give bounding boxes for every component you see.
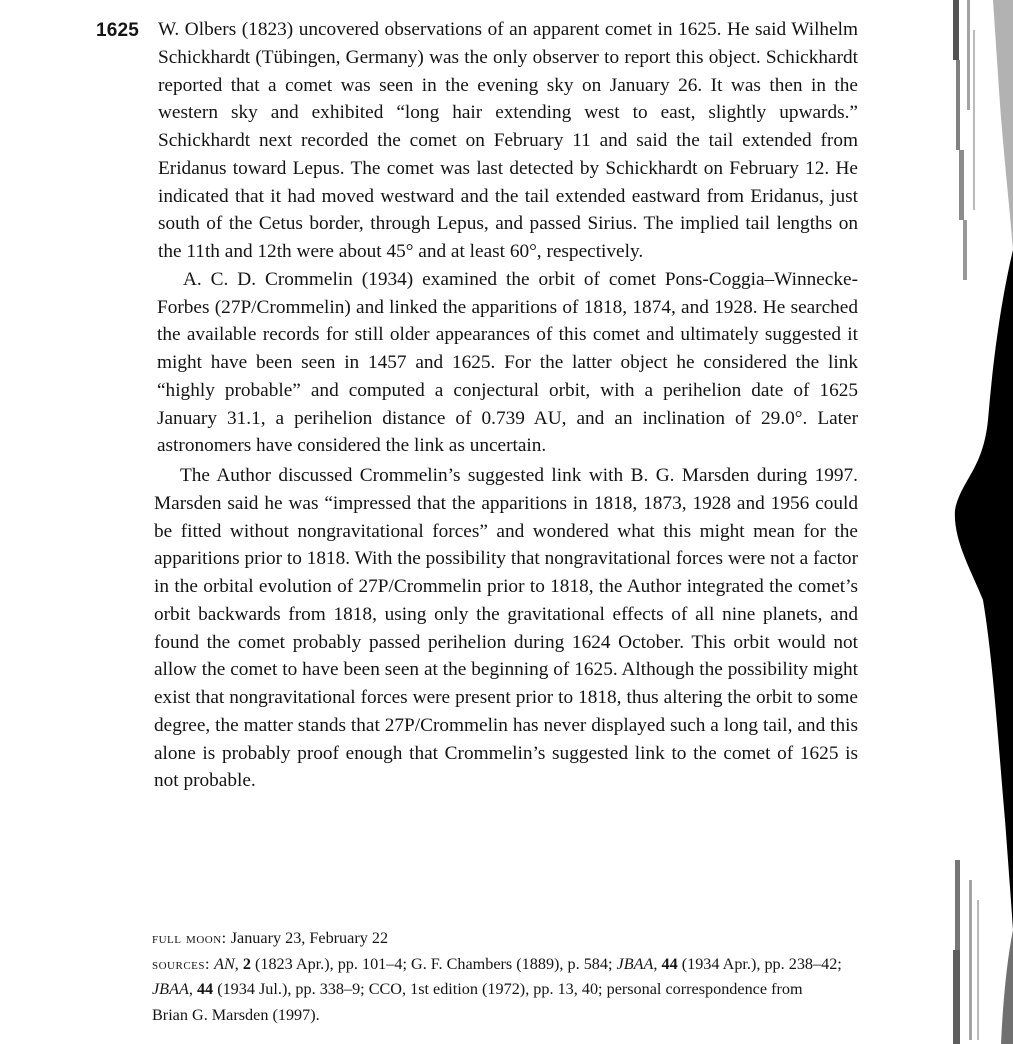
sources-line: sources: AN, 2 (1823 Apr.), pp. 101–4; G. F. Chambers (1889), p. 584; JBAA, 44 (1934 Apr.), pp. 238–42; JBAA, 44 (1934 Jul.), pp. 338–9; CCO, 1st edition (1972), pp. 13, 40; personal correspondence from Brian G. Marsden (1997). [152,954,842,1024]
source-jbaa-2: JBAA [152,980,189,998]
source-part-4: personal correspondence from Brian G. Marsden (1997). [152,980,803,1024]
full-moon-line [152,926,842,952]
source-an: AN [214,954,235,973]
full-moon-dates: January 23, February 22 [230,929,389,947]
full-moon-label: full moon: [152,929,227,947]
source-an-volume: 2 [242,954,251,973]
entry-notes [152,926,842,1028]
paragraph-author: The Author discussed Crommelin’s suggested link with B. G. Marsden during 1997. Marsden said he was “impressed that the apparitions in 1818, 1873, 1928 and 1956 could be fitted without nongravitational forces” and wondered what this might mean for the apparitions prior to 1818. With the possibility that nongravitational forces were not a factor in the orbital evolution of 27P/Crommelin prior to 1818, the Author integrated the comet’s orbit backwards from 1818, using only the gravitational effects of all nine planets, and found the comet probably passed perihelion during 1624 October. This orbit would not allow the comet to have been seen at the beginning of 1625. Although the possibility might exist that nongravitational forces were present prior to 1818, thus altering the orbit to some degree, the matter stands that 27P/Crommelin has never displayed such a long tail, and this alone is probably proof enough that Crommelin’s suggested link to the comet of 1625 is not probable. [154,465,858,792]
source-jbaa-volume-2: 44 [196,980,214,998]
source-jbaa-1: JBAA [616,954,654,973]
entry-year: 1625 [96,20,140,41]
sources-label: sources: [152,954,211,973]
entry-body [154,16,858,795]
paragraph-crommelin: A. C. D. Crommelin (1934) examined the orbit of comet Pons-Coggia–Winnecke-Forbes (27P/Crommelin) and linked the apparitions of 1818, 1874, and 1928. He searched the available records for still older appearances of this comet and ultimately suggested it might have been seen in 1457 and 1625. For the latter object he considered the link “highly probable” and computed a conjectural orbit, with a perihelion date of 1625 January 31.1, a perihelion distance of 0.739 AU, and an inclination of 29.0°. Later astronomers have considered the link as uncertain. [157,268,858,457]
scan-shadow [953,0,1013,1044]
source-part-1: (1823 Apr.), pp. 101–4; G. F. Chambers (1889), p. 584; [254,954,613,973]
source-part-3: (1934 Jul.), pp. 338–9; CCO, 1st edition (1972), pp. 13, 40; [217,980,603,998]
source-jbaa-volume-1: 44 [661,954,678,973]
source-part-2: (1934 Apr.), pp. 238–42; [681,954,842,973]
paragraph-olbers: W. Olbers (1823) uncovered observations of an apparent comet in 1625. He said Wilhelm Schickhardt (Tübingen, Germany) was the only observer to report this object. Schickhardt reported that a comet was seen in the evening sky on January 26. It was then in the western sky and exhibited “long hair extending west to east, slightly upwards.” Schickhardt next recorded the comet on February 11 and said the tail extended from Eridanus toward Lepus. The comet was last detected by Schickhardt on February 12. He indicated that it had moved westward and the tail extended eastward from Eridanus, just south of the Cetus border, through Lepus, and passed Sirius. The implied tail lengths on the 11th and 12th were about 45° and at least 60°, respectively. [158,19,858,262]
